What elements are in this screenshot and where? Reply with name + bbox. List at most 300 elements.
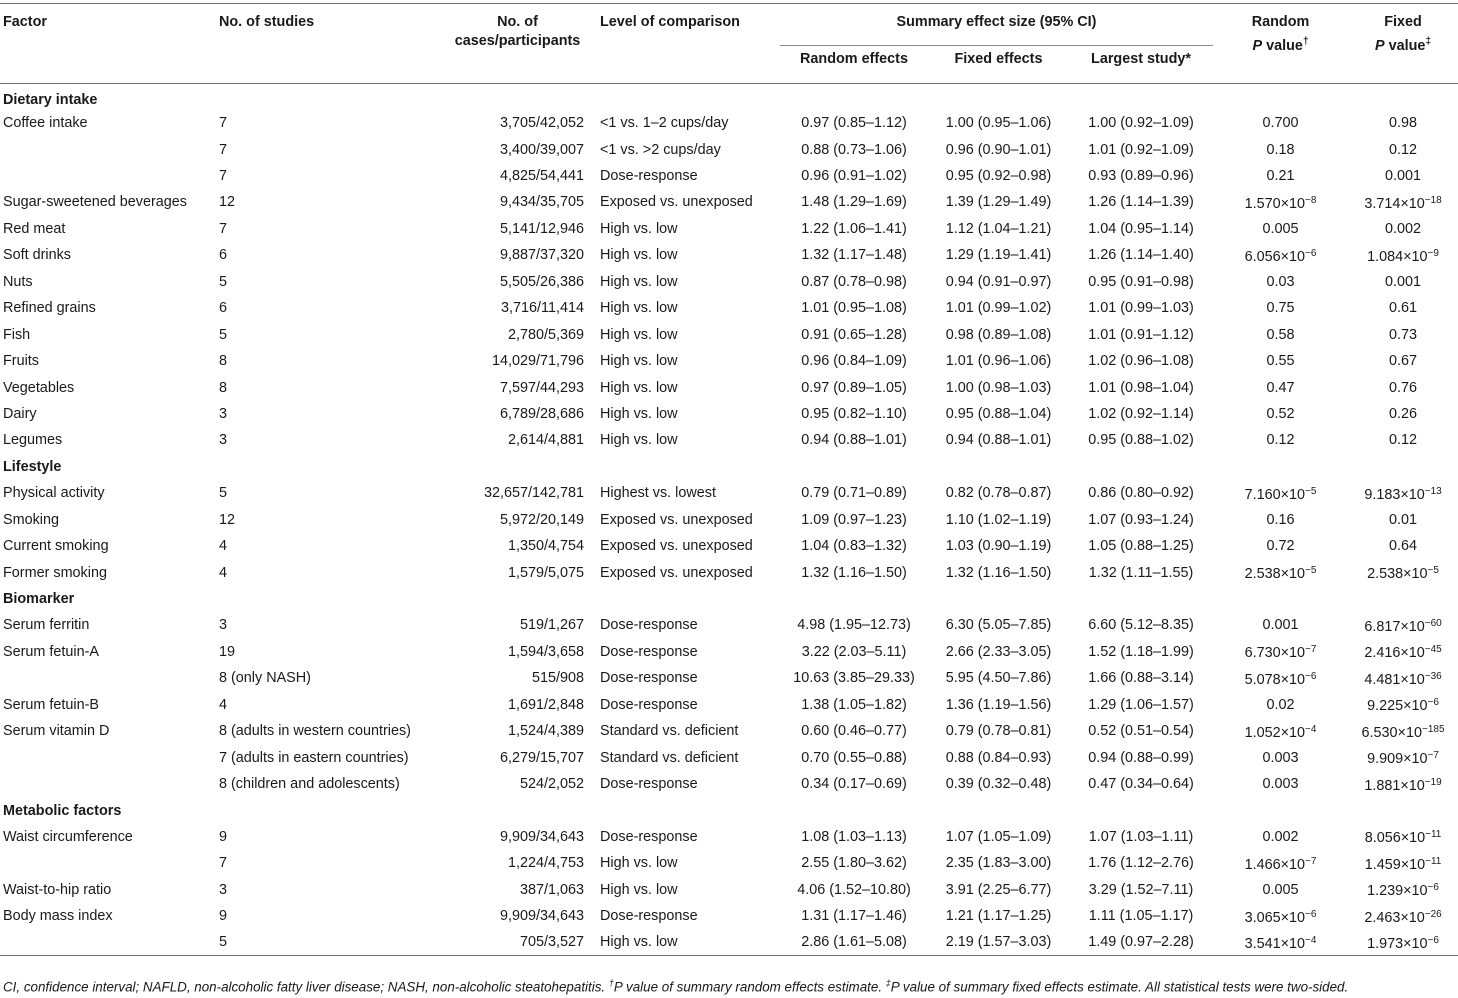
cell-fixed-p — [1348, 507, 1458, 533]
cell-cases — [421, 189, 592, 215]
cell-largest-study-value: 1.01 (0.91–1.12) — [1088, 326, 1194, 343]
cell-largest-study-value: 1.02 (0.92–1.14) — [1088, 405, 1194, 422]
cell-fixed-p — [1348, 559, 1458, 585]
cell-fixed-effects-value: 0.96 (0.90–1.01) — [945, 141, 1052, 158]
cell-studies — [211, 269, 421, 295]
cell-cases-value: 1,579/5,075 — [507, 564, 584, 581]
cell-random-p — [1213, 533, 1348, 559]
cell-fixed-p-exponent: −13 — [1424, 485, 1442, 497]
cell-level-value: <1 vs. >2 cups/day — [600, 141, 721, 158]
cell-fixed-p-exponent: −9 — [1427, 247, 1439, 259]
cell-random-p-exponent: −4 — [1305, 934, 1317, 946]
cell-cases-value: 9,909/34,643 — [499, 828, 584, 845]
cell-level — [592, 771, 780, 797]
cell-largest-study-value: 0.93 (0.89–0.96) — [1088, 168, 1194, 185]
cell-level-value: High vs. low — [600, 855, 678, 872]
cell-cases-value: 3,705/42,052 — [499, 115, 584, 132]
cell-factor — [0, 718, 211, 744]
cell-random-effects-value: 0.96 (0.84–1.09) — [801, 353, 907, 370]
cell-studies — [211, 824, 421, 850]
cell-random-p-exponent: −5 — [1305, 485, 1317, 497]
cell-largest-study-value: 1.01 (0.99–1.03) — [1088, 300, 1194, 317]
cell-random-p-value: 0.02 — [1266, 696, 1295, 713]
cell-cases-value: 5,505/26,386 — [499, 273, 584, 290]
cell-cases-value: 387/1,063 — [519, 881, 584, 898]
cell-fixed-p — [1348, 374, 1458, 400]
cell-fixed-effects-value: 1.07 (1.05–1.09) — [945, 828, 1052, 845]
table-row — [0, 480, 1458, 506]
cell-random-effects — [780, 242, 928, 268]
cell-random-effects-value: 1.48 (1.29–1.69) — [801, 194, 907, 211]
cell-studies — [211, 189, 421, 215]
cell-studies — [211, 903, 421, 929]
cell-level-value: High vs. low — [600, 934, 678, 951]
cell-level-value: Exposed vs. unexposed — [600, 194, 753, 211]
cell-cases — [421, 242, 592, 268]
cell-random-p — [1213, 612, 1348, 638]
cell-largest-study — [1069, 612, 1213, 638]
cell-largest-study-value: 1.04 (0.95–1.14) — [1088, 220, 1194, 237]
cell-level — [592, 295, 780, 321]
cell-factor — [0, 374, 211, 400]
cell-fixed-p-value: 8.056×10 — [1364, 830, 1426, 847]
cell-cases — [421, 877, 592, 903]
cell-fixed-p-value: 6.530×10 — [1361, 724, 1422, 741]
cell-random-effects-value: 2.55 (1.80–3.62) — [801, 855, 907, 872]
cell-fixed-p-value: 0.64 — [1389, 538, 1418, 555]
cell-level-value: High vs. low — [600, 432, 678, 449]
cell-random-effects — [780, 533, 928, 559]
cell-random-effects-value: 0.97 (0.85–1.12) — [801, 115, 907, 132]
cell-largest-study — [1069, 665, 1213, 691]
header-cases-line1: No. of — [497, 14, 538, 30]
cell-level — [592, 427, 780, 453]
cell-level — [592, 639, 780, 665]
cell-factor — [0, 771, 211, 797]
cell-fixed-p-value: 0.26 — [1389, 405, 1418, 422]
cell-fixed-p — [1348, 269, 1458, 295]
cell-random-effects-value: 4.98 (1.95–12.73) — [797, 617, 911, 634]
cell-cases-value: 32,657/142,781 — [483, 485, 584, 502]
cell-random-p — [1213, 216, 1348, 242]
cell-studies-value: 4 — [219, 564, 228, 581]
cell-fixed-p — [1348, 533, 1458, 559]
cell-fixed-p-value: 0.002 — [1385, 220, 1422, 237]
cell-cases-value: 6,279/15,707 — [499, 749, 584, 766]
cell-random-p-value: 0.700 — [1262, 115, 1299, 132]
cell-largest-study-value: 1.29 (1.06–1.57) — [1088, 696, 1194, 713]
cell-random-effects — [780, 559, 928, 585]
cell-fixed-p — [1348, 771, 1458, 797]
cell-largest-study-value: 1.01 (0.98–1.04) — [1088, 379, 1194, 396]
cell-level — [592, 824, 780, 850]
cell-fixed-p-value: 4.481×10 — [1364, 671, 1425, 688]
cell-factor-value: Refined grains — [3, 300, 96, 317]
cell-cases-value: 14,029/71,796 — [491, 353, 584, 370]
cell-fixed-effects-value: 0.79 (0.78–0.81) — [945, 723, 1052, 740]
cell-random-effects — [780, 321, 928, 347]
cell-random-effects-value: 1.32 (1.16–1.50) — [801, 564, 907, 581]
cell-random-effects — [780, 374, 928, 400]
section-heading: Dietary intake — [3, 91, 98, 108]
cell-fixed-effects-value: 0.39 (0.32–0.48) — [945, 776, 1052, 793]
cell-cases — [421, 771, 592, 797]
cell-fixed-effects-value: 1.39 (1.29–1.49) — [945, 194, 1052, 211]
cell-fixed-p-value: 0.12 — [1389, 141, 1418, 158]
cell-fixed-p-value: 1.881×10 — [1364, 777, 1425, 794]
table-header — [0, 4, 1458, 84]
cell-level-value: Dose-response — [600, 696, 698, 713]
cell-largest-study-value: 1.02 (0.96–1.08) — [1088, 353, 1194, 370]
cell-fixed-p — [1348, 163, 1458, 189]
cell-largest-study-value: 1.32 (1.11–1.55) — [1088, 564, 1194, 581]
cell-level-value: Dose-response — [600, 643, 698, 660]
cell-studies-value: 9 — [219, 828, 228, 845]
cell-fixed-p — [1348, 321, 1458, 347]
cell-level — [592, 136, 780, 162]
cell-studies-value: 7 — [219, 220, 228, 237]
cell-fixed-p-value: 0.67 — [1389, 353, 1418, 370]
cell-level — [592, 163, 780, 189]
cell-factor — [0, 189, 211, 215]
header-random-p — [1213, 4, 1348, 84]
cell-fixed-effects — [928, 533, 1069, 559]
cell-random-p-value: 0.002 — [1262, 828, 1299, 845]
header-factor: Factor — [3, 14, 47, 30]
header-fixed-p-line1: Fixed — [1384, 14, 1422, 30]
cell-studies-value: 8 (adults in western countries) — [219, 723, 411, 740]
cell-random-p — [1213, 189, 1348, 215]
cell-largest-study — [1069, 427, 1213, 453]
cell-level-value: High vs. low — [600, 326, 678, 343]
cell-cases — [421, 744, 592, 770]
cell-random-p-exponent: −6 — [1305, 908, 1317, 920]
cell-random-p — [1213, 507, 1348, 533]
cell-random-effects — [780, 850, 928, 876]
cell-random-effects-value: 1.38 (1.05–1.82) — [801, 696, 907, 713]
cell-random-p-value: 3.541×10 — [1244, 935, 1306, 952]
cell-factor — [0, 930, 211, 956]
table-row — [0, 718, 1458, 744]
cell-level — [592, 480, 780, 506]
cell-largest-study — [1069, 639, 1213, 665]
cell-cases — [421, 850, 592, 876]
cell-fixed-effects — [928, 639, 1069, 665]
cell-level-value: High vs. low — [600, 247, 678, 264]
cell-fixed-p — [1348, 639, 1458, 665]
cell-largest-study-value: 1.00 (0.92–1.09) — [1088, 115, 1194, 132]
cell-studies — [211, 401, 421, 427]
cell-random-p-exponent: −8 — [1305, 194, 1317, 206]
cell-random-p-value: 0.21 — [1266, 168, 1295, 185]
cell-random-effects-value: 0.88 (0.73–1.06) — [801, 141, 907, 158]
cell-cases — [421, 163, 592, 189]
cell-factor — [0, 639, 211, 665]
cell-random-effects-value: 0.96 (0.91–1.02) — [801, 168, 907, 185]
header-level: Level of comparison — [600, 14, 740, 30]
cell-cases — [421, 718, 592, 744]
cell-fixed-p-value: 1.084×10 — [1367, 248, 1428, 265]
cell-fixed-p-exponent: −5 — [1427, 565, 1439, 577]
cell-studies-value: 5 — [219, 485, 228, 502]
cell-fixed-effects — [928, 559, 1069, 585]
cell-fixed-effects — [928, 136, 1069, 162]
cell-factor — [0, 295, 211, 321]
cell-cases-value: 1,350/4,754 — [507, 538, 584, 555]
cell-random-effects-value: 1.01 (0.95–1.08) — [801, 300, 907, 317]
table-row — [0, 242, 1458, 268]
cell-fixed-p-exponent: −11 — [1425, 855, 1442, 867]
cell-random-p — [1213, 110, 1348, 136]
cell-random-p — [1213, 559, 1348, 585]
cell-level-value: High vs. low — [600, 300, 678, 317]
cell-random-effects-value: 0.97 (0.89–1.05) — [801, 379, 907, 396]
cell-random-p — [1213, 242, 1348, 268]
cell-factor — [0, 612, 211, 638]
cell-studies — [211, 321, 421, 347]
cell-fixed-effects — [928, 824, 1069, 850]
cell-random-p — [1213, 639, 1348, 665]
table-footnote — [3, 978, 1453, 994]
cell-factor-value: Smoking — [3, 511, 59, 528]
cell-fixed-p — [1348, 480, 1458, 506]
cell-fixed-p-value: 1.973×10 — [1367, 935, 1428, 952]
cell-studies-value: 3 — [219, 881, 228, 898]
cell-studies-value: 19 — [219, 643, 236, 660]
cell-fixed-p-value: 3.714×10 — [1364, 195, 1425, 212]
cell-random-effects — [780, 136, 928, 162]
cell-fixed-effects — [928, 507, 1069, 533]
cell-random-p-value: 1.052×10 — [1244, 724, 1306, 741]
cell-level — [592, 110, 780, 136]
cell-fixed-p — [1348, 612, 1458, 638]
cell-cases — [421, 612, 592, 638]
cell-cases-value: 1,691/2,848 — [507, 696, 584, 713]
cell-largest-study-value: 1.26 (1.14–1.39) — [1088, 194, 1194, 211]
cell-fixed-p-value: 0.98 — [1389, 115, 1418, 132]
cell-random-p-value: 0.16 — [1266, 511, 1295, 528]
cell-level-value: Exposed vs. unexposed — [600, 538, 753, 555]
cell-level-value: Dose-response — [600, 908, 698, 925]
cell-studies-value: 4 — [219, 696, 228, 713]
cell-fixed-effects-value: 0.88 (0.84–0.93) — [945, 749, 1052, 766]
cell-level-value: Dose-response — [600, 168, 698, 185]
cell-fixed-p-exponent: −11 — [1425, 829, 1442, 841]
cell-level — [592, 665, 780, 691]
cell-fixed-p — [1348, 692, 1458, 718]
cell-studies — [211, 216, 421, 242]
header-fixed-p — [1348, 4, 1458, 84]
cell-studies — [211, 533, 421, 559]
cell-factor — [0, 348, 211, 374]
cell-random-effects — [780, 507, 928, 533]
cell-level — [592, 242, 780, 268]
cell-random-p-value: 0.03 — [1266, 273, 1295, 290]
cell-largest-study — [1069, 771, 1213, 797]
cell-largest-study — [1069, 295, 1213, 321]
table-row — [0, 903, 1458, 929]
cell-random-p-value: 5.078×10 — [1244, 671, 1306, 688]
cell-factor — [0, 269, 211, 295]
cell-random-p — [1213, 903, 1348, 929]
cell-fixed-p-value: 0.12 — [1389, 432, 1418, 449]
cell-largest-study — [1069, 507, 1213, 533]
cell-largest-study — [1069, 533, 1213, 559]
cell-random-p — [1213, 930, 1348, 956]
cell-random-effects — [780, 744, 928, 770]
cell-largest-study — [1069, 110, 1213, 136]
cell-random-p-exponent: −7 — [1305, 644, 1317, 656]
cell-largest-study-value: 0.86 (0.80–0.92) — [1088, 485, 1194, 502]
cell-fixed-p-value: 0.61 — [1389, 300, 1418, 317]
cell-level — [592, 903, 780, 929]
cell-random-p-value: 0.52 — [1266, 405, 1295, 422]
cell-random-p-exponent: −6 — [1305, 670, 1317, 682]
cell-random-p-value: 2.538×10 — [1244, 566, 1306, 583]
cell-random-p-value: 0.47 — [1266, 379, 1295, 396]
cell-largest-study-value: 1.01 (0.92–1.09) — [1088, 141, 1194, 158]
cell-level-value: Dose-response — [600, 670, 698, 687]
cell-studies-value: 8 (only NASH) — [219, 670, 311, 687]
cell-level-value: Highest vs. lowest — [600, 485, 716, 502]
cell-random-p — [1213, 718, 1348, 744]
cell-level — [592, 718, 780, 744]
cell-factor-value: Serum ferritin — [3, 617, 90, 634]
cell-fixed-p-value: 2.463×10 — [1364, 909, 1425, 926]
cell-studies-value: 3 — [219, 405, 228, 422]
cell-factor-value: Fish — [3, 326, 31, 343]
cell-studies — [211, 163, 421, 189]
cell-largest-study — [1069, 216, 1213, 242]
cell-factor — [0, 850, 211, 876]
cell-fixed-p — [1348, 824, 1458, 850]
cell-factor-value: Sugar-sweetened beverages — [3, 194, 188, 211]
cell-studies-value: 6 — [219, 247, 228, 264]
section-heading: Biomarker — [3, 591, 75, 608]
cell-random-p — [1213, 480, 1348, 506]
cell-random-effects — [780, 692, 928, 718]
cell-factor — [0, 903, 211, 929]
cell-largest-study-value: 0.52 (0.51–0.54) — [1088, 723, 1194, 740]
cell-fixed-p — [1348, 242, 1458, 268]
cell-fixed-p — [1348, 427, 1458, 453]
section-row — [0, 454, 1458, 480]
cell-random-effects — [780, 269, 928, 295]
cell-factor — [0, 692, 211, 718]
cell-largest-study — [1069, 559, 1213, 585]
cell-fixed-p-exponent: −18 — [1424, 194, 1442, 206]
cell-studies-value: 7 — [219, 855, 228, 872]
cell-fixed-effects — [928, 374, 1069, 400]
cell-fixed-p-exponent: −7 — [1427, 750, 1439, 762]
cell-random-p-exponent: −5 — [1305, 565, 1317, 577]
cell-largest-study-value: 0.94 (0.88–0.99) — [1088, 749, 1194, 766]
cell-cases — [421, 824, 592, 850]
cell-random-p-value: 0.003 — [1262, 776, 1299, 793]
cell-random-p — [1213, 348, 1348, 374]
cell-cases-value: 705/3,527 — [519, 934, 584, 951]
table-row — [0, 877, 1458, 903]
cell-cases-value: 1,594/3,658 — [507, 643, 584, 660]
table-row — [0, 639, 1458, 665]
cell-fixed-p — [1348, 110, 1458, 136]
cell-level — [592, 269, 780, 295]
cell-random-effects — [780, 163, 928, 189]
cell-fixed-p-value: 0.001 — [1385, 168, 1422, 185]
cell-fixed-effects — [928, 269, 1069, 295]
cell-random-p-value: 0.001 — [1262, 617, 1299, 634]
cell-random-p — [1213, 269, 1348, 295]
cell-level — [592, 216, 780, 242]
cell-random-p-value: 1.570×10 — [1244, 195, 1306, 212]
cell-fixed-p — [1348, 348, 1458, 374]
cell-largest-study — [1069, 718, 1213, 744]
cell-level — [592, 930, 780, 956]
cell-fixed-effects-value: 1.29 (1.19–1.41) — [945, 247, 1052, 264]
cell-level — [592, 612, 780, 638]
cell-fixed-p — [1348, 850, 1458, 876]
cell-random-p-exponent: −6 — [1305, 247, 1317, 259]
cell-fixed-effects-value: 0.94 (0.91–0.97) — [945, 273, 1052, 290]
cell-random-effects — [780, 348, 928, 374]
cell-studies — [211, 507, 421, 533]
cell-level — [592, 533, 780, 559]
cell-random-effects-value: 1.08 (1.03–1.13) — [801, 828, 907, 845]
cell-fixed-effects — [928, 401, 1069, 427]
cell-fixed-effects-value: 1.36 (1.19–1.56) — [945, 696, 1052, 713]
cell-cases — [421, 216, 592, 242]
table-row — [0, 321, 1458, 347]
cell-random-p-value: 0.005 — [1262, 881, 1299, 898]
cell-random-effects-value: 0.70 (0.55–0.88) — [801, 749, 907, 766]
cell-fixed-p-exponent: −6 — [1427, 934, 1439, 946]
cell-level — [592, 744, 780, 770]
cell-random-effects — [780, 216, 928, 242]
cell-cases — [421, 374, 592, 400]
cell-level-value: Exposed vs. unexposed — [600, 564, 753, 581]
cell-factor — [0, 110, 211, 136]
cell-fixed-effects — [928, 903, 1069, 929]
cell-random-p-value: 6.730×10 — [1244, 645, 1306, 662]
cell-fixed-p-exponent: −19 — [1424, 776, 1442, 788]
cell-fixed-effects — [928, 771, 1069, 797]
cell-random-effects-value: 2.86 (1.61–5.08) — [801, 934, 907, 951]
section-row — [0, 586, 1458, 612]
cell-largest-study — [1069, 401, 1213, 427]
cell-fixed-effects-value: 1.32 (1.16–1.50) — [945, 564, 1052, 581]
cell-fixed-p — [1348, 877, 1458, 903]
footnote-double-dagger: ‡ — [885, 978, 891, 988]
cell-random-p — [1213, 824, 1348, 850]
cell-studies — [211, 612, 421, 638]
cell-fixed-effects — [928, 163, 1069, 189]
cell-studies — [211, 242, 421, 268]
section-row — [0, 797, 1458, 823]
cell-largest-study — [1069, 242, 1213, 268]
cell-factor-value: Waist circumference — [3, 828, 133, 845]
cell-level-value: <1 vs. 1–2 cups/day — [600, 115, 729, 132]
cell-random-effects-value: 0.87 (0.78–0.98) — [801, 273, 907, 290]
cell-fixed-effects — [928, 877, 1069, 903]
cell-largest-study-value: 1.11 (1.05–1.17) — [1088, 908, 1194, 925]
cell-largest-study-value: 1.07 (1.03–1.11) — [1088, 828, 1194, 845]
cell-random-p-value: 3.065×10 — [1244, 909, 1306, 926]
cell-fixed-effects-value: 3.91 (2.25–6.77) — [945, 881, 1052, 898]
footnote-fixed-note: P value of summary fixed effects estimate. All statistical tests were two-sided. — [890, 979, 1349, 995]
cell-cases — [421, 401, 592, 427]
cell-factor-value: Fruits — [3, 353, 39, 370]
cell-fixed-effects — [928, 348, 1069, 374]
